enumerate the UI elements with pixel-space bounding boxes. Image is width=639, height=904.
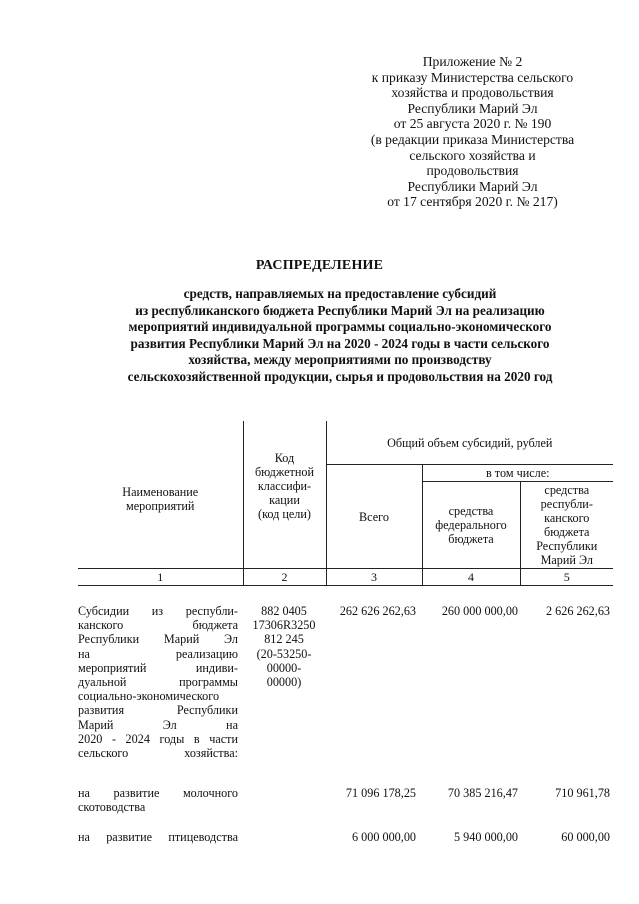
subtitle-line: из республиканского бюджета Республики Марий Эл на реализацию — [135, 302, 545, 318]
header-republic-cell: средства республи- канского бюджета Республики Марий Эл — [520, 482, 613, 569]
row-name: на развитие молочного скотоводства — [78, 786, 238, 815]
header-federal-cell: средства федерального бюджета — [422, 482, 520, 569]
header-line: Республики Марий Эл — [407, 100, 538, 116]
header-line: Приложение № 2 — [422, 54, 523, 69]
subtitle-line: сельскохозяйственной продукции, сырья и продовольствия на 2020 год — [127, 368, 553, 384]
subsidy-table-header — [78, 421, 613, 586]
table-row — [78, 830, 613, 850]
row-republic: 710 961,78 — [555, 786, 610, 800]
table-row — [78, 786, 613, 830]
header-code-cell: Код бюджетной классифи- кации (код цели) — [243, 421, 326, 569]
subsidy-table-body — [78, 604, 613, 850]
appendix-header — [350, 54, 595, 210]
header-total-subsidies: Общий объем субсидий, рублей — [326, 421, 613, 465]
column-number: 3 — [326, 569, 422, 586]
column-number: 1 — [78, 569, 243, 586]
table-row — [78, 604, 613, 786]
header-line: Республики Марий Эл — [407, 178, 538, 194]
header-line: от 25 августа 2020 г. № 190 — [393, 116, 552, 132]
row-name: Субсидии из республи- канского бюджета Республики Марий Эл на реализацию мероприятий индиви- дуальной программы социально-экономического развития Республики Марий Эл на 2020 - 2024 годы в части сельского хозяйства: — [78, 604, 238, 761]
column-number: 2 — [243, 569, 326, 586]
subtitle-line: средств, направляемых на предоставление субсидий — [183, 286, 497, 301]
document-subtitle — [60, 286, 620, 386]
subtitle-line: мероприятий индивидуальной программы социально-экономического — [128, 319, 552, 335]
row-republic: 2 626 262,63 — [546, 604, 610, 618]
header-total-cell: Всего — [326, 465, 422, 569]
row-total: 262 626 262,63 — [339, 604, 416, 618]
row-name: на развитие птицеводства — [78, 830, 238, 844]
header-line: (в редакции приказа Министерства — [370, 131, 575, 147]
column-number: 4 — [422, 569, 520, 586]
header-line: сельского хозяйства и — [409, 147, 536, 163]
row-federal: 5 940 000,00 — [454, 830, 518, 844]
header-line: продовольствия — [426, 163, 519, 179]
header-line: от 17 сентября 2020 г. № 217) — [387, 194, 558, 210]
column-number: 5 — [520, 569, 613, 586]
row-federal: 70 385 216,47 — [447, 786, 518, 800]
subtitle-line: развития Республики Марий Эл на 2020 - 2024 годы в части сельского — [130, 335, 550, 351]
header-including: в том числе: — [422, 465, 613, 482]
header-name-cell — [78, 421, 243, 569]
row-republic: 60 000,00 — [561, 830, 610, 844]
header-line: хозяйства и продовольствия — [391, 85, 554, 101]
row-federal: 260 000 000,00 — [441, 604, 518, 618]
subtitle-line: хозяйства, между мероприятиями по производству — [188, 352, 492, 368]
row-total: 71 096 178,25 — [345, 786, 416, 800]
header-line: к приказу Министерства сельского — [371, 69, 574, 85]
header-name-text: Наименование мероприятий — [122, 484, 199, 513]
row-code: 882 0405 17306R3250 812 245 (20-53250- 00000- 00000) — [252, 604, 316, 690]
row-total: 6 000 000,00 — [352, 830, 416, 844]
document-title: РАСПРЕДЕЛЕНИЕ — [255, 258, 384, 273]
